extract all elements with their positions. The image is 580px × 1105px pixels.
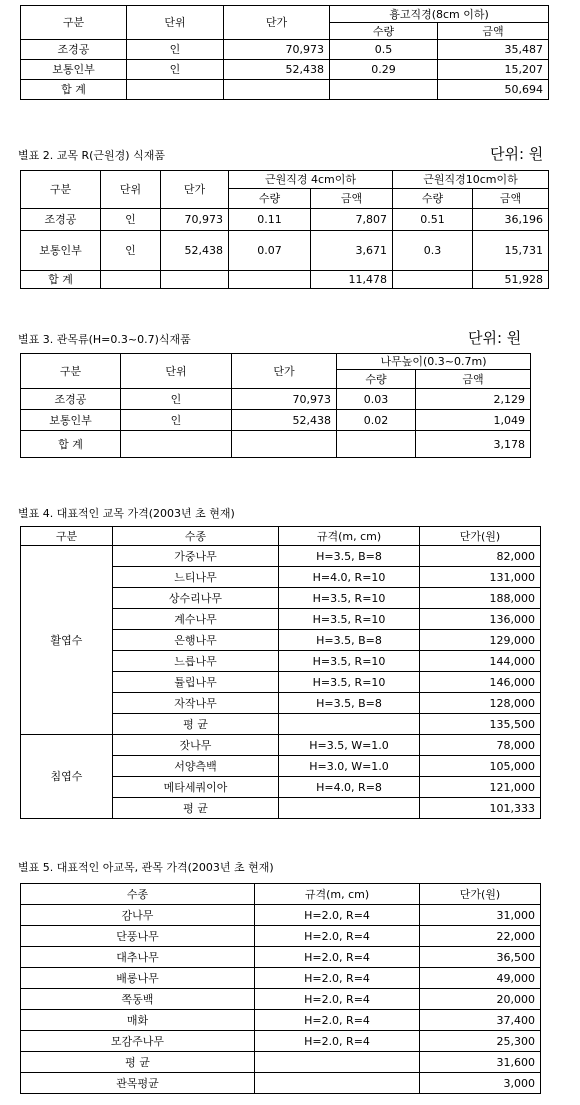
cell-price: 25,300 [420, 1031, 541, 1052]
total-row [21, 271, 549, 289]
header-spec: 규격(m, cm) [255, 884, 420, 905]
table-row [21, 40, 549, 60]
cell-price: 31,000 [420, 905, 541, 926]
total-label: 합 계 [21, 271, 101, 289]
header-species: 수종 [21, 884, 255, 905]
total-amt: 11,478 [311, 271, 393, 289]
table-row [21, 1010, 541, 1031]
table-5 [20, 883, 541, 1094]
cell-price: 131,000 [420, 567, 541, 588]
cell-amt: 15,207 [438, 60, 549, 80]
cell-price: 146,000 [420, 672, 541, 693]
cell-price: 70,973 [161, 209, 229, 231]
cell-unit: 인 [127, 40, 224, 60]
average-value: 101,333 [420, 798, 541, 819]
table-row [21, 1031, 541, 1052]
table-row [21, 546, 541, 567]
cell-spec: H=3.5, R=10 [279, 672, 420, 693]
header-group-1: 근원직경 4cm이하 [229, 171, 393, 189]
cell-price: 52,438 [224, 60, 330, 80]
cell-spec: H=3.5, B=8 [279, 546, 420, 567]
average-label: 평 균 [113, 714, 279, 735]
cell-name: 보통인부 [21, 410, 121, 431]
total-label: 합 계 [21, 431, 121, 458]
header-price: 단가 [224, 6, 330, 40]
cell-spec: H=2.0, R=4 [255, 1010, 420, 1031]
cell-price: 49,000 [420, 968, 541, 989]
header-amt: 금액 [438, 23, 549, 40]
cell-amt: 15,731 [473, 231, 549, 271]
cell-unit: 인 [101, 209, 161, 231]
cell-spec: H=3.5, R=10 [279, 651, 420, 672]
cell-unit: 인 [121, 389, 232, 410]
table-row [21, 231, 549, 271]
table-row [21, 989, 541, 1010]
table-1 [20, 5, 549, 100]
cell-price: 188,000 [420, 588, 541, 609]
cell-species: 쪽동백 [21, 989, 255, 1010]
cell-qty: 0.3 [393, 231, 473, 271]
cell-unit: 인 [127, 60, 224, 80]
cell-spec: H=2.0, R=4 [255, 989, 420, 1010]
header-species: 수종 [113, 527, 279, 546]
group-conifer: 침엽수 [21, 735, 113, 819]
cell-species: 매화 [21, 1010, 255, 1031]
cell-name: 보통인부 [21, 231, 101, 271]
total-row [21, 80, 549, 100]
cell-amt: 1,049 [416, 410, 531, 431]
header-price: 단가(원) [420, 884, 541, 905]
cell-price: 70,973 [224, 40, 330, 60]
cell-price: 144,000 [420, 651, 541, 672]
cell-spec: H=2.0, R=4 [255, 968, 420, 989]
header-qty: 수량 [229, 189, 311, 209]
cell-species: 모감주나무 [21, 1031, 255, 1052]
total-amt: 51,928 [473, 271, 549, 289]
header-amt: 금액 [416, 370, 531, 389]
table-row [21, 410, 531, 431]
cell-price: 105,000 [420, 756, 541, 777]
table-2 [20, 170, 549, 289]
cell-spec: H=3.0, W=1.0 [279, 756, 420, 777]
average-value: 135,500 [420, 714, 541, 735]
table-row [21, 60, 549, 80]
cell-name: 조경공 [21, 389, 121, 410]
cell-species: 단풍나무 [21, 926, 255, 947]
cell-species: 메타세쿼이아 [113, 777, 279, 798]
header-amt: 금액 [311, 189, 393, 209]
table-row [21, 905, 541, 926]
shrub-average-value: 3,000 [420, 1073, 541, 1094]
table-row [21, 968, 541, 989]
header-gubun: 구분 [21, 527, 113, 546]
header-price: 단가 [161, 171, 229, 209]
cell-qty: 0.03 [337, 389, 416, 410]
header-spec: 규격(m, cm) [279, 527, 420, 546]
cell-qty: 0.02 [337, 410, 416, 431]
cell-spec: H=3.5, B=8 [279, 693, 420, 714]
header-gubun: 구분 [21, 171, 101, 209]
cell-amt: 36,196 [473, 209, 549, 231]
cell-species: 튤립나무 [113, 672, 279, 693]
cell-price: 37,400 [420, 1010, 541, 1031]
header-unit: 단위 [101, 171, 161, 209]
table-row [21, 735, 541, 756]
cell-price: 36,500 [420, 947, 541, 968]
table-3-caption: 별표 3. 관목류(H=0.3~0.7)식재품 [18, 333, 191, 346]
cell-spec: H=3.5, B=8 [279, 630, 420, 651]
average-label: 평 균 [113, 798, 279, 819]
cell-amt: 35,487 [438, 40, 549, 60]
header-gubun: 구분 [21, 6, 127, 40]
header-qty: 수량 [337, 370, 416, 389]
cell-spec: H=2.0, R=4 [255, 905, 420, 926]
cell-spec: H=4.0, R=10 [279, 567, 420, 588]
average-label: 평 균 [21, 1052, 255, 1073]
cell-amt: 3,671 [311, 231, 393, 271]
table-2-caption: 별표 2. 교목 R(근원경) 식재품 [18, 149, 165, 162]
cell-species: 배롱나무 [21, 968, 255, 989]
total-amt: 50,694 [438, 80, 549, 100]
cell-price: 129,000 [420, 630, 541, 651]
cell-name: 조경공 [21, 40, 127, 60]
cell-unit: 인 [121, 410, 232, 431]
table-row [21, 947, 541, 968]
cell-name: 조경공 [21, 209, 101, 231]
cell-species: 느티나무 [113, 567, 279, 588]
header-group: 흉고직경(8cm 이하) [330, 6, 549, 23]
table-3-unit-label: 단위: 원 [468, 329, 522, 347]
header-qty: 수량 [393, 189, 473, 209]
table-2-unit-label: 단위: 원 [490, 145, 544, 163]
cell-spec: H=2.0, R=4 [255, 926, 420, 947]
header-group: 나무높이(0.3~0.7m) [337, 354, 531, 370]
cell-qty: 0.07 [229, 231, 311, 271]
cell-price: 78,000 [420, 735, 541, 756]
cell-name: 보통인부 [21, 60, 127, 80]
average-value: 31,600 [420, 1052, 541, 1073]
cell-species: 상수리나무 [113, 588, 279, 609]
cell-spec: H=3.5, R=10 [279, 588, 420, 609]
cell-qty: 0.51 [393, 209, 473, 231]
table-4 [20, 526, 541, 819]
table-row [21, 389, 531, 410]
table-row [21, 209, 549, 231]
cell-species: 서양측백 [113, 756, 279, 777]
cell-species: 감나무 [21, 905, 255, 926]
cell-species: 느릅나무 [113, 651, 279, 672]
cell-qty: 0.29 [330, 60, 438, 80]
table-row [21, 926, 541, 947]
cell-price: 128,000 [420, 693, 541, 714]
header-amt: 금액 [473, 189, 549, 209]
average-row [21, 1052, 541, 1073]
cell-amt: 7,807 [311, 209, 393, 231]
shrub-average-row [21, 1073, 541, 1094]
cell-amt: 2,129 [416, 389, 531, 410]
header-unit: 단위 [121, 354, 232, 389]
cell-species: 계수나무 [113, 609, 279, 630]
cell-price: 136,000 [420, 609, 541, 630]
table-4-caption: 별표 4. 대표적인 교목 가격(2003년 초 현재) [18, 507, 235, 520]
cell-species: 가중나무 [113, 546, 279, 567]
cell-spec: H=2.0, R=4 [255, 1031, 420, 1052]
cell-price: 70,973 [232, 389, 337, 410]
total-row [21, 431, 531, 458]
table-5-caption: 별표 5. 대표적인 아교목, 관목 가격(2003년 초 현재) [18, 861, 274, 874]
header-group-2: 근원직경10cm이하 [393, 171, 549, 189]
total-amt: 3,178 [416, 431, 531, 458]
cell-price: 82,000 [420, 546, 541, 567]
cell-qty: 0.11 [229, 209, 311, 231]
cell-spec: H=2.0, R=4 [255, 947, 420, 968]
cell-species: 은행나무 [113, 630, 279, 651]
header-gubun: 구분 [21, 354, 121, 389]
cell-price: 20,000 [420, 989, 541, 1010]
cell-species: 자작나무 [113, 693, 279, 714]
cell-price: 121,000 [420, 777, 541, 798]
cell-spec: H=3.5, W=1.0 [279, 735, 420, 756]
cell-price: 52,438 [161, 231, 229, 271]
cell-qty: 0.5 [330, 40, 438, 60]
cell-spec: H=3.5, R=10 [279, 609, 420, 630]
group-broadleaf: 활엽수 [21, 546, 113, 735]
total-label: 합 계 [21, 80, 127, 100]
shrub-average-label: 관목평균 [21, 1073, 255, 1094]
header-price: 단가(원) [420, 527, 541, 546]
header-price: 단가 [232, 354, 337, 389]
cell-species: 잣나무 [113, 735, 279, 756]
cell-unit: 인 [101, 231, 161, 271]
cell-spec: H=4.0, R=8 [279, 777, 420, 798]
cell-price: 52,438 [232, 410, 337, 431]
cell-price: 22,000 [420, 926, 541, 947]
header-unit: 단위 [127, 6, 224, 40]
cell-species: 대추나무 [21, 947, 255, 968]
header-qty: 수량 [330, 23, 438, 40]
table-3 [20, 353, 531, 458]
